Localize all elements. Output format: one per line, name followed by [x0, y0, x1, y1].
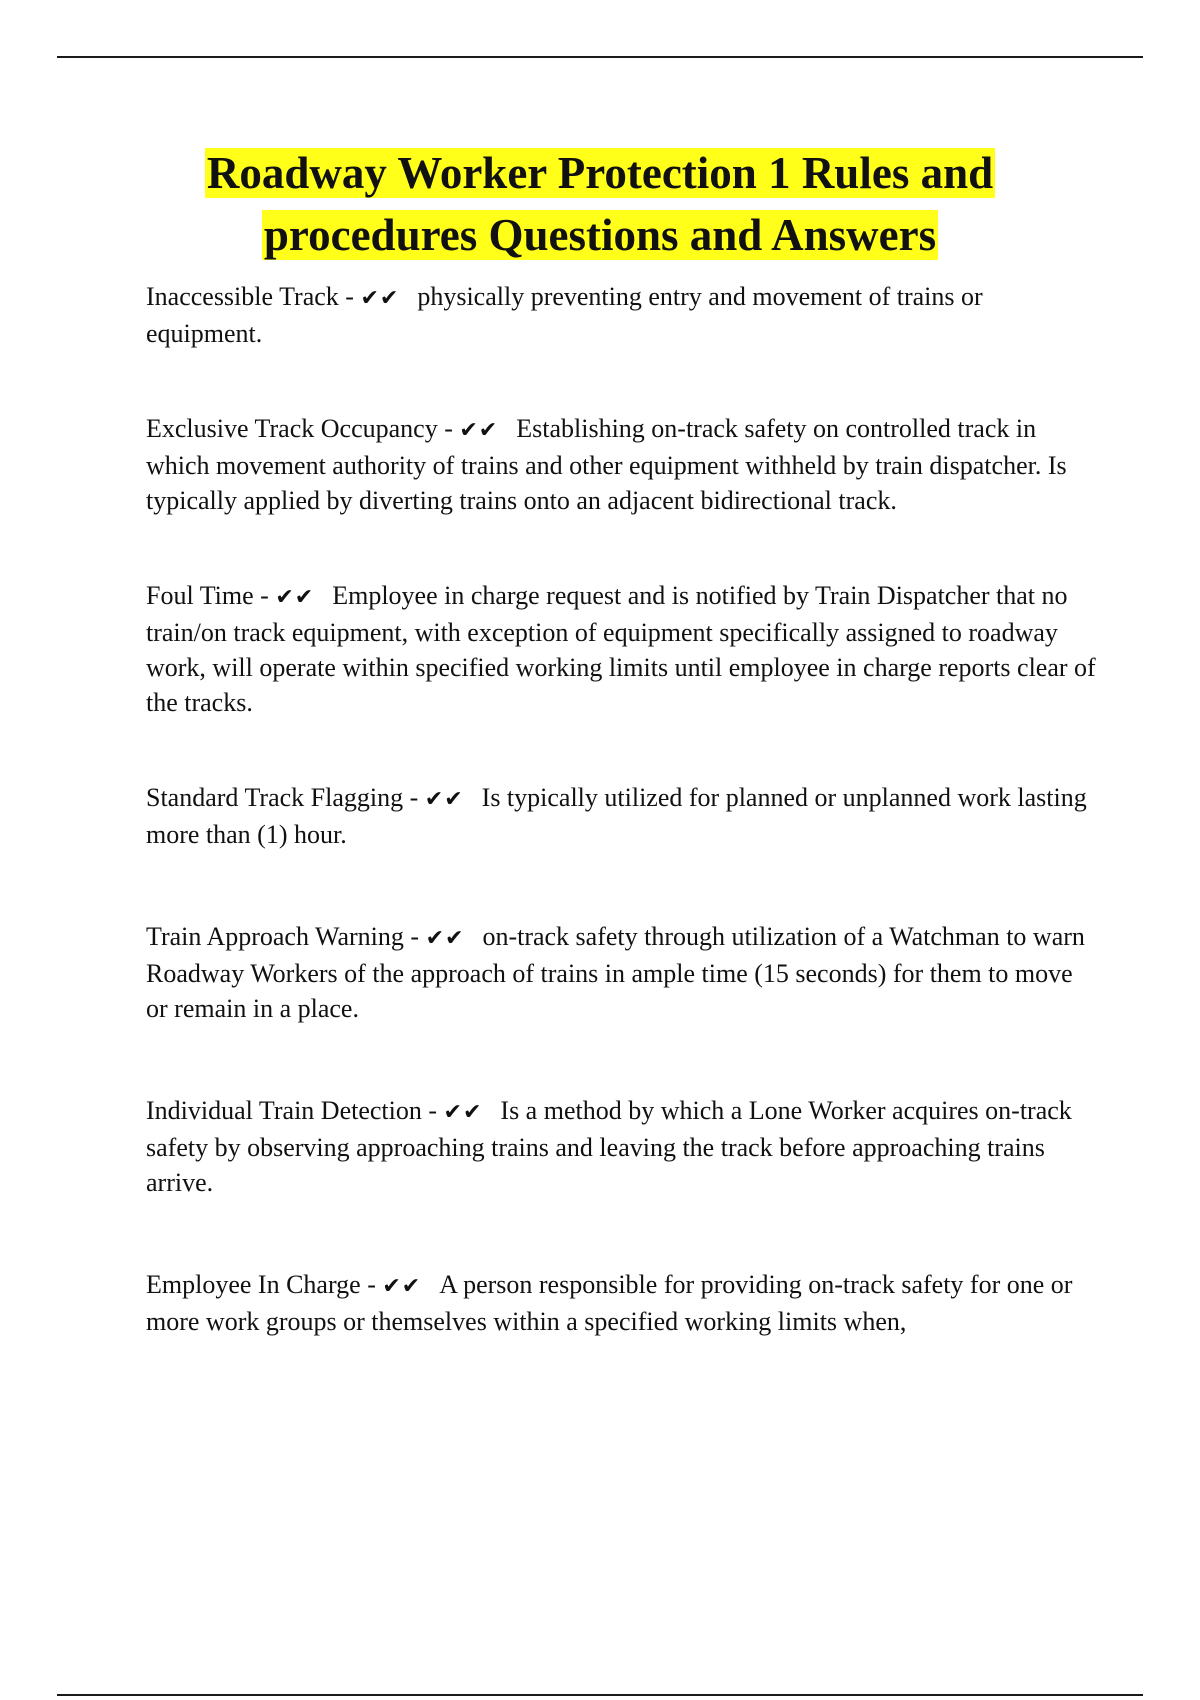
document-title: [100, 142, 1100, 266]
entry-separator: -: [360, 1270, 383, 1299]
entry-term: Employee In Charge: [146, 1270, 361, 1299]
entry-separator: -: [421, 1096, 444, 1125]
entry-definition: A person responsible for providing on-track safety for one or more work groups or themselves within a specified working limits when,: [146, 1270, 1073, 1336]
bottom-rule: [57, 1694, 1143, 1696]
entry-term: Train Approach Warning: [146, 922, 404, 951]
check-marks-icon: ✔✔: [443, 1100, 483, 1125]
title-line-2: procedures Questions and Answers: [263, 210, 937, 260]
qa-entry: [146, 780, 1096, 852]
check-marks-icon: ✔✔: [425, 926, 465, 951]
top-rule: [57, 56, 1143, 58]
check-marks-icon: ✔✔: [360, 286, 400, 311]
entry-separator: -: [437, 414, 460, 443]
entry-definition: Establishing on-track safety on controlled track in which movement authority of trains and other equipment withheld by train dispatcher. Is typically applied by diverting trains onto an adjacent bidirectional track.: [146, 414, 1067, 515]
title-line-1: Roadway Worker Protection 1 Rules and: [206, 148, 994, 198]
entry-term: Inaccessible Track: [146, 282, 339, 311]
entry-separator: -: [338, 282, 361, 311]
qa-list: [146, 279, 1096, 1339]
entry-definition: on-track safety through utilization of a Watchman to warn Roadway Workers of the approach of trains in ample time (15 seconds) for them to move or remain in a place.: [146, 922, 1085, 1023]
qa-entry: [146, 411, 1096, 518]
entry-term: Foul Time: [146, 581, 254, 610]
entry-separator: -: [253, 581, 276, 610]
entry-definition: Is a method by which a Lone Worker acquires on-track safety by observing approaching trains and leaving the track before approaching trains arrive.: [146, 1096, 1072, 1197]
entry-definition: physically preventing entry and movement of trains or equipment.: [146, 282, 983, 348]
qa-entry: [146, 919, 1096, 1026]
check-marks-icon: ✔✔: [275, 585, 315, 610]
check-marks-icon: ✔✔: [459, 418, 499, 443]
entry-definition: Employee in charge request and is notified by Train Dispatcher that no train/on track equipment, with exception of equipment specifically assigned to roadway work, will operate within specified working limits until employee in charge reports clear of the tracks.: [146, 581, 1096, 717]
entry-term: Individual Train Detection: [146, 1096, 422, 1125]
check-marks-icon: ✔✔: [424, 787, 464, 812]
qa-entry: [146, 1267, 1096, 1339]
entry-separator: -: [403, 922, 426, 951]
check-marks-icon: ✔✔: [382, 1274, 422, 1299]
entry-term: Standard Track Flagging: [146, 783, 404, 812]
qa-entry: [146, 1093, 1096, 1200]
qa-entry: [146, 578, 1096, 720]
entry-separator: -: [403, 783, 425, 812]
qa-entry: [146, 279, 1096, 351]
entry-definition: Is typically utilized for planned or unplanned work lasting more than (1) hour.: [146, 783, 1087, 849]
entry-term: Exclusive Track Occupancy: [146, 414, 438, 443]
